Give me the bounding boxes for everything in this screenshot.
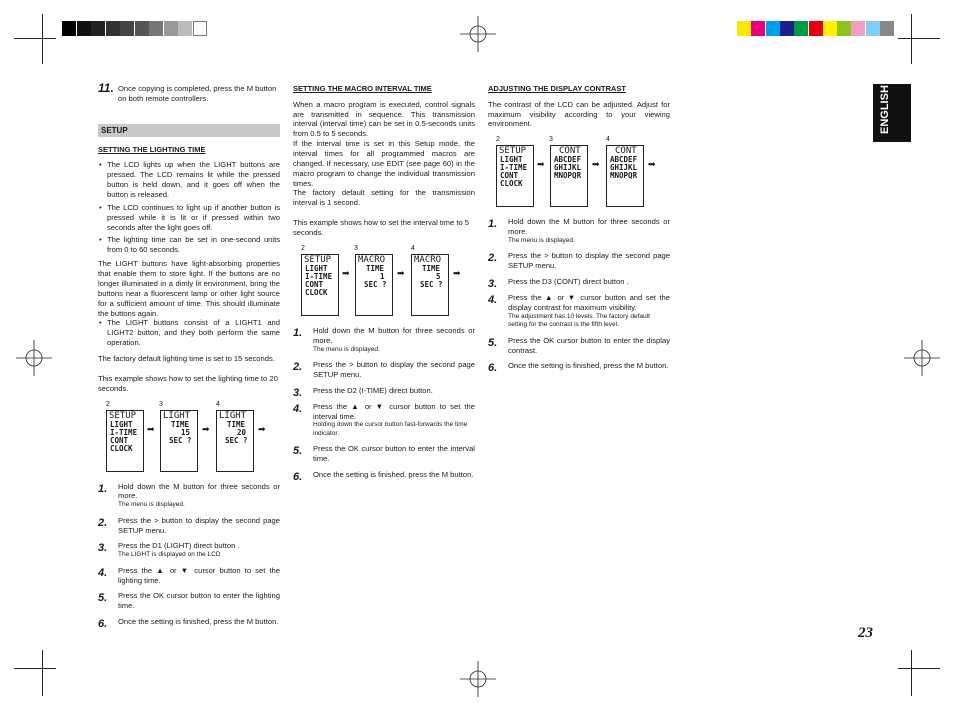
step-text: Hold down the M button for three seconds or more. [118,481,280,501]
step-text: Press the ▲ or ▼ cursor button to set the interval time. [313,401,475,421]
lcd-line: ABCDEF [554,155,582,165]
lcd-line: TIME [366,263,385,273]
step-number: 3. [98,542,108,555]
step-number: 1. [488,218,498,231]
figure-label: 3 [549,136,553,144]
paragraph: The contrast of the LCD can be adjusted. Adjust for maximum visibility according to your viewing environment. [488,99,670,129]
lcd-line: CONT [110,435,129,445]
step-text: Hold down the M button for three seconds or more. [508,217,670,237]
step-text: Press the > button to display the second page SETUP menu. [508,251,670,271]
step-number: 5. [488,336,498,349]
step-text: Press the D1 (LIGHT) direct button . [118,541,240,551]
lcd-line: LIGHT [500,155,523,165]
lcd-line: 15 [181,427,191,437]
step-number: 3. [488,278,498,291]
step [293,326,475,354]
figure-label: 4 [606,136,610,144]
color-swatch [780,21,794,36]
color-swatch [737,21,751,36]
section-bar: SETUP [98,124,280,137]
step-text: Press the ▲ or ▼ cursor button to set the lighting time. [118,565,280,585]
gray-swatch [149,21,163,36]
arrow-icon: ➡ [258,423,266,434]
figure-label: 2 [301,244,305,252]
page-number: 23 [858,625,873,641]
step-text: Press the D3 (CONT) direct button . [508,277,629,287]
step [98,591,280,611]
registration-target-right [904,340,940,376]
step-number: 11. [98,81,114,95]
gray-swatch [91,21,105,36]
step-number: 2. [488,252,498,265]
arrow-icon: ➡ [592,159,600,170]
gray-swatch [62,21,76,36]
lcd-line: I-TIME [305,271,333,281]
lcd-line: LIGHT [163,410,191,421]
color-swatch [823,21,837,36]
lcd-screen [355,254,393,316]
bullet: • The LIGHT buttons consist of a LIGHT1 and LIGHT2 button, and they both perform the same operation. [98,318,280,348]
arrow-icon: ➡ [397,267,405,278]
step-number: 5. [98,592,108,605]
steps-list [293,325,475,483]
color-swatch [837,21,851,36]
step [488,217,670,245]
lcd-line: SETUP [499,146,527,157]
step [98,482,280,510]
registration-target-bottom [460,661,496,697]
lcd-line: TIME [171,419,190,429]
step-text: Once the setting is finished, press the M button. [508,361,669,371]
paragraph: When a macro program is executed, control signals are transmitted in sequence. This transmission interval (interval time) can be set in 0.5-seconds units from 0.5 to 5 seconds. [293,99,475,139]
lcd-figure [488,135,670,217]
lcd-line: CONT [615,146,637,157]
gray-swatch [106,21,120,36]
step-text: Press the > button to display the second page SETUP menu. [118,515,280,535]
figure-label: 2 [106,400,110,408]
step [98,516,280,536]
lcd-line: MACRO [414,254,442,265]
lcd-screen [550,145,588,207]
color-swatch [866,21,880,36]
color-swatch [809,21,823,36]
step-number: 3. [293,386,303,399]
figure-label: 3 [159,400,163,408]
lcd-line: CLOCK [110,443,133,453]
color-swatch [880,21,894,36]
step-number: 1. [98,482,108,495]
steps-list [488,217,670,375]
step-text: Once copying is completed, press the M button on both remote controllers. [118,84,277,103]
step-text: Press the OK cursor button to enter the lighting time. [118,591,280,611]
registration-target-top [460,16,496,52]
lcd-figure [293,244,475,326]
step-number: 1. [293,326,303,339]
step-note: The LIGHT is displayed on the LCD [118,551,221,559]
language-tab [873,84,911,142]
lcd-screen [160,410,198,472]
color-swatch [794,21,808,36]
step [293,385,475,399]
lcd-line: 20 [237,427,247,437]
step [488,293,670,330]
lcd-line: CONT [500,171,519,181]
lcd-line: GHIJKL [610,163,638,173]
lcd-line: MNOPQR [610,171,638,181]
step [98,541,280,559]
step-number: 6. [98,618,108,631]
lcd-line: ABCDEF [610,155,638,165]
step [488,251,670,271]
step [293,402,475,439]
lcd-line: MACRO [358,254,386,265]
bullet: • The LCD continues to light up if another button is pressed while it is lit or if pressed within two seconds after the light goes off. [98,203,280,233]
paragraph: This example shows how to set the interval time to 5 seconds. [293,218,470,238]
lcd-line: CLOCK [500,179,523,189]
lcd-line: CONT [305,279,324,289]
color-swatch [751,21,765,36]
step [488,361,670,375]
steps-list [98,481,280,631]
subheading: SETTING THE LIGHTING TIME [98,144,206,154]
subheading: ADJUSTING THE DISPLAY CONTRAST [488,84,626,93]
bullet: • The LCD lights up when the LIGHT buttons are pressed. The LCD remains lit while the pressed button is held down, and it goes off when the button is released. [98,160,280,199]
lcd-screen [606,145,644,207]
step [488,336,670,356]
lcd-line: I-TIME [110,427,138,437]
lcd-line: TIME [422,263,441,273]
lcd-screen [216,410,254,472]
step-text: Once the setting is finished, press the M button. [313,469,474,479]
lcd-line: SETUP [304,254,332,265]
step-note: The adjustment has 10 levels. The factory default setting for the contrast is the fifth level. [508,312,650,329]
step-number: 4. [293,402,303,415]
lcd-screen [496,145,534,207]
figure-label: 2 [496,136,500,144]
step-number: 4. [488,294,498,307]
paragraph: The factory default lighting time is set to 15 seconds. [98,353,275,363]
column-contrast [488,84,670,377]
paragraph: This example shows how to set the lighting time to 20 seconds. [98,373,278,393]
gray-swatch [164,21,178,36]
step-text: Press the > button to display the second page SETUP menu. [313,360,475,379]
step-note: The menu is displayed. [508,237,575,245]
step [488,277,670,291]
lcd-line: GHIJKL [554,163,582,173]
lcd-line: MNOPQR [554,171,582,181]
step [98,566,280,586]
arrow-icon: ➡ [537,159,545,170]
arrow-icon: ➡ [202,423,210,434]
lcd-line: 1 [380,271,385,281]
step-number: 6. [293,470,303,483]
step-text: Press the OK cursor button to enter the interval time. [313,444,475,464]
bullet: • The lighting time can be set in one-second units from 0 to 60 seconds. [98,235,280,255]
lcd-line: I-TIME [500,163,528,173]
step-number: 5. [293,445,303,458]
gray-swatch [178,21,192,36]
arrow-icon: ➡ [648,159,656,170]
arrow-icon: ➡ [147,423,155,434]
lcd-line: SETUP [109,410,137,421]
step-number: 6. [488,362,498,375]
lcd-line: SEC ? [420,279,443,289]
lcd-line: CLOCK [305,287,328,297]
column-lighting [98,81,280,633]
language-tab-label: ENGLISH [879,85,891,134]
figure-label: 4 [411,244,415,252]
paragraph: The LIGHT buttons have light-absorbing properties that enable them to store light. If the buttons are no longer illuminated in a dimly lit environment, bring the buttons near a fluorescent lamp or other light source for a sufficient amount of time. This should illuminate the buttons again. [98,259,280,318]
arrow-icon: ➡ [453,267,461,278]
arrow-icon: ➡ [342,267,350,278]
gray-swatch [120,21,134,36]
step-text: Press the D2 (I-TIME) direct button. [313,385,433,395]
lcd-line: SEC ? [169,435,192,445]
gray-swatch [135,21,149,36]
lcd-figure [98,400,280,482]
lcd-line: LIGHT [219,410,247,421]
step [293,469,475,483]
step-number: 2. [98,516,108,529]
gray-swatch [193,21,207,36]
lcd-screen [301,254,339,316]
step-text: Press the ▲ or ▼ cursor button and set the display contrast for maximum visibility. [508,293,670,312]
subheading: SETTING THE MACRO INTERVAL TIME [293,84,432,93]
lcd-line: 5 [436,271,441,281]
step-number: 2. [293,361,303,374]
step-text: Hold down the M button for three seconds or more. [313,325,475,345]
registration-target-left [16,340,52,376]
step [293,444,475,464]
lcd-screen [411,254,449,316]
step [98,617,280,631]
step-note: The menu is displayed. [118,501,185,509]
lcd-line: LIGHT [305,263,328,273]
figure-label: 3 [354,244,358,252]
lcd-line: CONT [559,146,581,157]
color-swatch [851,21,865,36]
lcd-line: TIME [227,419,246,429]
figure-label: 4 [216,400,220,408]
lcd-line: LIGHT [110,419,133,429]
step [293,360,475,380]
step-note: The menu is displayed. [313,345,380,353]
color-swatch [766,21,780,36]
paragraph: The factory default setting for the transmission interval is 1 second. [293,188,475,208]
step-number: 4. [98,566,108,579]
column-macro [293,84,475,486]
lcd-line: SEC ? [225,435,248,445]
step-text: Press the OK cursor button to enter the display contrast. [508,335,670,355]
paragraph: If the interval time is set in this Setup mode, the interval times for all programmed macros are changed. If necessary, use EDIT (see page 60) in the macro program to change the individual transmission times. [293,139,475,188]
lcd-line: SEC ? [364,279,387,289]
step-note: Holding down the cursor button fast-forwards the time indicator. [313,421,468,437]
step-text: Once the setting is finished, press the M button. [118,617,279,627]
lcd-screen [106,410,144,472]
gray-swatch [77,21,91,36]
